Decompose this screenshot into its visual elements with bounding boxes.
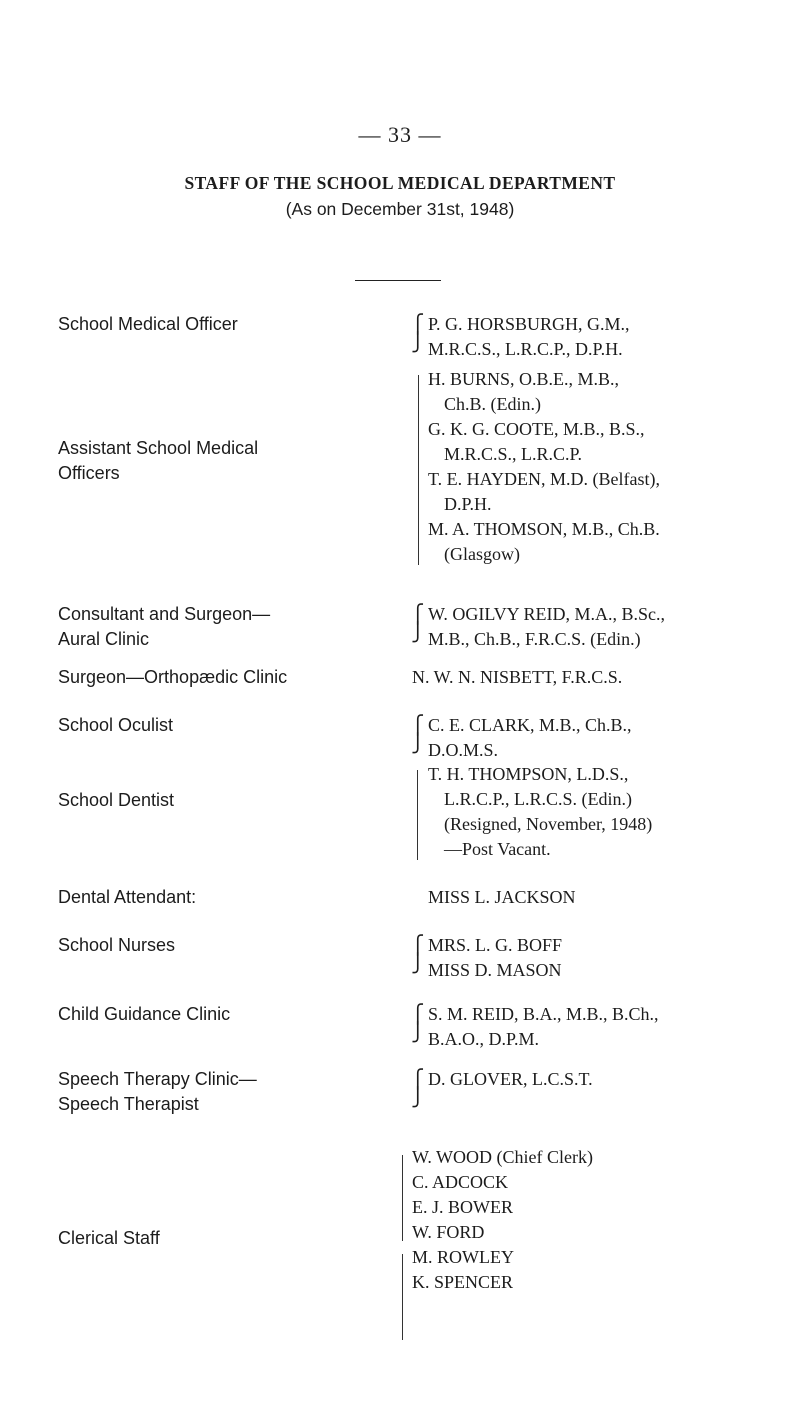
role-school-dentist: School Dentist	[58, 790, 175, 810]
names-clerical-staff: W. WOOD (Chief Clerk) C. ADCOCK E. J. BOWER W. FORD M. ROWLEY K. SPENCER	[412, 1147, 593, 1292]
names-school-oculist: C. E. CLARK, M.B., Ch.B., D.O.M.S.	[428, 715, 632, 760]
role-assistant-school-medical-officers: Assistant School Medical Officers	[58, 438, 259, 483]
role-school-medical-officer: School Medical Officer	[58, 314, 238, 334]
brace-icon	[417, 770, 418, 860]
brace-icon: ⎧ ⎭	[411, 1004, 425, 1042]
page-number: — 33 —	[358, 122, 442, 147]
brace-icon	[402, 1254, 403, 1340]
role-clerical-staff: Clerical Staff	[58, 1228, 160, 1248]
page-subtitle: (As on December 31st, 1948)	[285, 199, 515, 219]
names-surgeon-orthopaedic-clinic: N. W. N. NISBETT, F.R.C.S.	[412, 667, 623, 687]
brace-icon: ⎧ ⎭	[411, 935, 425, 973]
brace-icon: ⎧ ⎭	[411, 314, 425, 352]
names-school-dentist: T. H. THOMPSON, L.D.S., L.R.C.P., L.R.C.S. (Edin.) (Resigned, November, 1948) —Post Vacant.	[428, 764, 653, 859]
names-speech-therapist: D. GLOVER, L.C.S.T.	[428, 1069, 593, 1089]
role-school-nurses: School Nurses	[58, 935, 176, 955]
names-child-guidance-clinic: S. M. REID, B.A., M.B., B.Ch., B.A.O., D.P.M.	[428, 1004, 659, 1049]
role-dental-attendant: Dental Attendant:	[58, 887, 197, 907]
role-speech-therapist: Speech Therapy Clinic— Speech Therapist	[58, 1069, 257, 1114]
page-title: STAFF OF THE SCHOOL MEDICAL DEPARTMENT	[184, 173, 616, 193]
role-surgeon-orthopaedic-clinic: Surgeon—Orthopædic Clinic	[58, 667, 288, 687]
names-school-nurses: MRS. L. G. BOFF MISS D. MASON	[428, 935, 563, 980]
brace-icon	[402, 1155, 403, 1241]
brace-icon: ⎧ ⎭	[411, 715, 425, 753]
brace-icon	[418, 375, 419, 565]
role-child-guidance-clinic: Child Guidance Clinic	[58, 1004, 231, 1024]
names-dental-attendant: MISS L. JACKSON	[428, 887, 576, 907]
role-school-oculist: School Oculist	[58, 715, 174, 735]
names-school-medical-officer: P. G. HORSBURGH, G.M., M.R.C.S., L.R.C.P., D.P.H.	[428, 314, 630, 359]
brace-icon: ⎧ ⎭	[411, 604, 425, 642]
role-consultant-aural-clinic: Consultant and Surgeon— Aural Clinic	[58, 604, 271, 649]
brace-icon: ⎧ ⎭	[411, 1069, 425, 1107]
title-divider	[355, 280, 441, 281]
names-consultant-aural-clinic: W. OGILVY REID, M.A., B.Sc., M.B., Ch.B., F.R.C.S. (Edin.)	[428, 604, 666, 649]
names-assistant-school-medical-officers: H. BURNS, O.B.E., M.B., Ch.B. (Edin.) G. K. G. COOTE, M.B., B.S., M.R.C.S., L.R.C.P. T. E. HAYDEN, M.D. (Belfast), D.P.H. M. A. THOMSON, M.B., Ch.B. (Glasgow)	[428, 369, 660, 564]
